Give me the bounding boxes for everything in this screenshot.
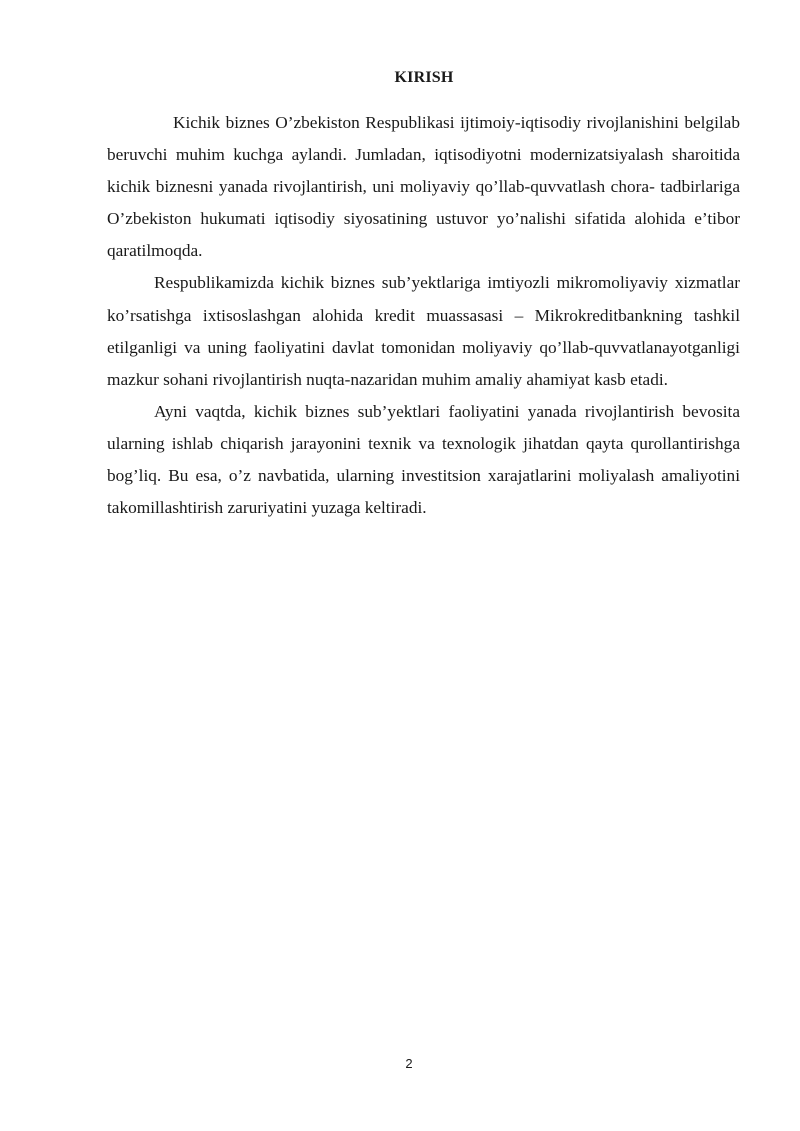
paragraph-1: Kichik biznes O’zbekiston Respublikasi ijtimoiy-iqtisodiy rivojlanishini belgilab beruvchi muhim kuchga aylandi. Jumladan, iqtisodiyotni modernizatsiyalash sharoitida kichik biznesni yanada rivojlantirish, uni moliyaviy qo’llab-quvvatlash chora- tadbirlariga O’zbekiston hukumati iqtisodiy siyosatining ustuvor yo’nalishi sifatida alohida e’tibor qaratilmoqda.	[107, 113, 740, 261]
paragraph-2: Respublikamizda kichik biznes sub’yektlariga imtiyozli mikromoliyaviy xizmatlar ko’rsatishga ixtisoslashgan alohida kredit muassasasi – Mikrokreditbankning tashkil etilganligi va uning faoliyatini davlat tomonidan moliyaviy qo’llab-quvvatlanayotganligi mazkur sohani rivojlantirish nuqta-nazaridan muhim amaliy ahamiyat kasb etadi.	[107, 273, 740, 389]
paragraph-3: Ayni vaqtda, kichik biznes sub’yektlari faoliyatini yanada rivojlantirish bevosita ularning ishlab chiqarish jarayonini texnik va texnologik jihatdan qayta qurollantirishga bog’liq. Bu esa, o’z navbatida, ularning investitsion xarajatlarini moliyalash amaliyotini takomillashtirish zaruriyatini yuzaga keltiradi.	[107, 401, 740, 518]
page-number: 2	[405, 1056, 413, 1071]
body-text	[107, 107, 740, 524]
page-title: KIRISH	[394, 69, 454, 86]
